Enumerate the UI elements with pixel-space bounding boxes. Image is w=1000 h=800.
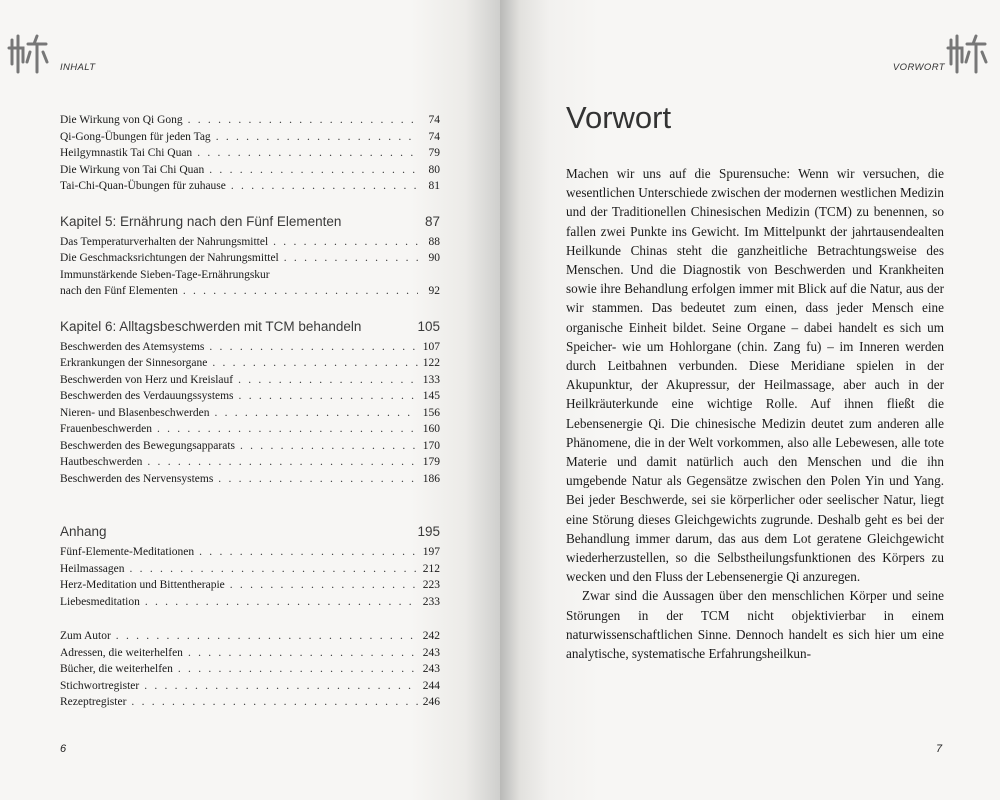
toc-entry-title: Heilmassagen (60, 562, 125, 575)
toc-entry-page: 242 (422, 630, 440, 642)
toc-entry[interactable] (60, 250, 440, 267)
leader-dots (212, 355, 418, 372)
leader-dots (239, 388, 418, 405)
toc-entry-page: 243 (422, 663, 440, 675)
toc-entry-title: Beschwerden von Herz und Kreislauf (60, 373, 234, 386)
toc-entry-title: Rezeptregister (60, 696, 127, 708)
toc-appendix (60, 523, 440, 610)
toc-entry[interactable] (60, 372, 440, 389)
toc-entry-page: 92 (428, 285, 440, 297)
toc-entry[interactable] (60, 339, 440, 356)
toc-entry-title: Frauenbeschwerden (60, 423, 152, 435)
toc-entry[interactable] (60, 405, 440, 422)
leader-dots (214, 405, 418, 422)
toc-entry[interactable] (60, 234, 440, 251)
table-of-contents (60, 112, 440, 711)
chapter-heading[interactable] (60, 213, 440, 231)
leader-dots (209, 339, 418, 356)
page-number: 7 (936, 743, 943, 755)
toc-entry-title: Erkrankungen der Sinnesorgane (60, 357, 208, 369)
chapter-page: 195 (417, 524, 440, 539)
toc-entry[interactable] (60, 178, 440, 195)
toc-entry-title: Fünf-Elemente-Meditationen (60, 546, 195, 558)
leader-dots (131, 694, 418, 711)
toc-entry-page: 80 (428, 163, 440, 176)
toc-entry-title: Nieren- und Blasenbeschwerden (60, 406, 210, 419)
leader-dots (116, 628, 418, 645)
chapter-page: 87 (424, 213, 440, 229)
leader-dots (188, 645, 418, 662)
toc-entry-page: 179 (422, 456, 440, 468)
leader-dots (218, 471, 418, 488)
toc-entry-page: 160 (422, 423, 440, 435)
toc-entry-title-line1[interactable]: Immunstärkende Sieben-Tage-Ernährungskur (60, 268, 270, 281)
leader-dots (216, 129, 418, 146)
leader-dots (145, 594, 418, 611)
toc-chapter-6 (60, 318, 440, 488)
toc-entry-page: 81 (428, 180, 440, 192)
leader-dots (178, 661, 418, 678)
chinese-seal-logo (945, 30, 989, 82)
toc-entry-page: 79 (428, 147, 440, 159)
toc-entry-title: Stichwortregister (60, 679, 140, 692)
leader-dots (230, 577, 418, 594)
toc-entry-title: Beschwerden des Atemsystems (60, 340, 205, 353)
toc-entry[interactable] (60, 471, 440, 488)
toc-entry-page: 186 (422, 472, 440, 485)
toc-entry-page: 156 (422, 406, 440, 419)
toc-entry[interactable] (60, 694, 440, 711)
toc-entry[interactable] (60, 355, 440, 372)
leader-dots (209, 162, 418, 179)
toc-entry-title: Hautbeschwerden (60, 456, 143, 468)
leader-dots (199, 544, 418, 561)
toc-entry-title: Zum Autor (60, 630, 111, 642)
toc-entry[interactable] (60, 438, 440, 455)
toc-entry-page: 233 (422, 595, 440, 608)
page-number: 6 (60, 743, 67, 755)
toc-entry-page: 74 (428, 114, 440, 126)
toc-entry-title: nach den Fünf Elementen (60, 285, 178, 297)
toc-entry[interactable] (60, 454, 440, 471)
toc-entry-title: Beschwerden des Verdauungssystems (60, 390, 234, 402)
toc-entry-page: 244 (422, 679, 440, 692)
toc-entry-title: Die Geschmacksrichtungen der Nahrungsmittel (60, 252, 279, 264)
running-head: VORWORT (892, 62, 945, 73)
running-head: INHALT (60, 62, 96, 73)
body-text (566, 164, 944, 663)
toc-entry-page: 246 (422, 696, 440, 708)
toc-entry-page: 88 (428, 235, 440, 248)
leader-dots (284, 250, 418, 267)
chapter-title: Kapitel 6: Alltagsbeschwerden mit TCM behandeln (60, 318, 362, 334)
leader-dots (130, 561, 418, 578)
chapter-heading[interactable] (60, 318, 440, 336)
toc-entry-title: Die Wirkung von Qi Gong (60, 114, 183, 126)
leader-dots (188, 112, 418, 129)
toc-entry-page: 107 (422, 340, 440, 353)
chapter-page: 105 (417, 318, 440, 334)
leader-dots (157, 421, 418, 438)
toc-entry-page: 145 (422, 390, 440, 402)
toc-entry[interactable] (60, 628, 440, 645)
toc-entry-title: Qi-Gong-Übungen für jeden Tag (60, 130, 211, 143)
toc-entry[interactable] (60, 129, 440, 146)
toc-back-matter (60, 628, 440, 711)
toc-block-continued (60, 112, 440, 195)
toc-entry-title: Bücher, die weiterhelfen (60, 663, 173, 675)
paragraph: Zwar sind die Aussagen über den menschlichen Körper und seine Störungen in der TCM nicht objektivierbar in einem naturwissenschaftlichen Sinne. Dennoch handelt es sich hier um eine analytische, systematische Erfahrungsheilkun- (566, 588, 944, 662)
chinese-seal-logo (6, 30, 50, 82)
toc-chapter-5 (60, 213, 440, 300)
toc-entry-page: 90 (428, 252, 440, 264)
toc-entry[interactable] (60, 421, 440, 438)
toc-entry[interactable] (60, 678, 440, 695)
toc-entry-page: 122 (422, 357, 440, 369)
toc-entry-page: 197 (422, 546, 440, 558)
toc-entry-title: Das Temperaturverhalten der Nahrungsmittel (60, 235, 269, 248)
toc-entry[interactable] (60, 162, 440, 179)
toc-entry[interactable] (60, 145, 440, 162)
toc-entry-title: Tai-Chi-Quan-Übungen für zuhause (60, 180, 226, 192)
toc-entry[interactable] (60, 283, 440, 300)
toc-entry-page: 170 (422, 439, 440, 452)
toc-entry-title: Liebesmeditation (60, 595, 140, 608)
toc-entry[interactable] (60, 645, 440, 662)
toc-entry-page: 74 (428, 130, 440, 143)
toc-entry-title: Beschwerden des Nervensystems (60, 472, 214, 485)
leader-dots (183, 283, 418, 300)
leader-dots (240, 438, 418, 455)
leader-dots (238, 372, 418, 389)
toc-entry-page: 212 (422, 562, 440, 575)
toc-entry[interactable] (60, 577, 440, 594)
chapter-heading[interactable] (60, 523, 440, 541)
toc-entry[interactable] (60, 561, 440, 578)
toc-entry[interactable] (60, 112, 440, 129)
toc-entry-title: Heilgymnastik Tai Chi Quan (60, 147, 193, 159)
toc-entry-title: Beschwerden des Bewegungsapparats (60, 439, 235, 452)
leader-dots (273, 234, 418, 251)
toc-entry-page: 133 (422, 373, 440, 386)
toc-entry[interactable] (60, 544, 440, 561)
leader-dots (147, 454, 418, 471)
paragraph: Machen wir uns auf die Spurensuche: Wenn wir versuchen, die wesentlichen Unterschiede zwischen der modernen westlichen Medizin und der Traditionellen Chinesischen Medizin (TCM) zu benennen, so fallen zwei Punkte ins Gewicht. Im Mittelpunkt der jahrtausendealten Heilkunde Chinas steht die ganzheitliche Betrachtungsweise des Menschen. Und die Diagnostik von Beschwerden und Krankheiten sowie ihre Behandlung erfolgen immer mit Blick auf die Natur, aus der wir stammen. Das bedeutet zum einen, dass jeder Mensch eine organische Einheit bildet. Seine Organe – dabei handelt es sich um Speicher- wie um Hohlorgane (chin. Zang fu) – im Inneren werden durch Leitbahnen verbunden. Diese Meridiane spielen in der Akupunktur, der Akupressur, der Heilmassage, aber auch in der Heilkräuterkunde eine wichtige Rolle. Auf ihnen fließt die Lebensenergie Qi. Die chinesische Medizin deutet zum anderen alle Phänomene, die in der Welt vorkommen, also alle Lebewesen, alle tote Materie und damit natürlich auch den Menschen und die ihn umgebende Natur als Gegensätze zwischen den Polen Yin und Yang. Bei jeder Beschwerde, sei sie körperlicher oder seelischer Natur, liegt eine Störung dieses Gleichgewichts zugrunde. Deshalb geht es bei der Behandlung immer darum, das aus dem Lot geratene Gleichgewicht wiederherzustellen, so die Selbstheilungsfunktionen des Körpers zu wecken und den Fluss der Lebensenergie Qi anzuregen. (566, 166, 944, 585)
leader-dots (197, 145, 418, 162)
chapter-title: Kapitel 5: Ernährung nach den Fünf Elementen (60, 213, 342, 229)
toc-entry-title: Adressen, die weiterhelfen (60, 646, 183, 659)
toc-entry-title: Die Wirkung von Tai Chi Quan (60, 163, 205, 176)
toc-entry[interactable] (60, 594, 440, 611)
chapter-title: Anhang (60, 524, 107, 539)
toc-entry-page: 223 (422, 579, 440, 591)
toc-entry[interactable] (60, 661, 440, 678)
toc-entry-title: Herz-Meditation und Bittentherapie (60, 579, 225, 591)
toc-entry-page: 243 (422, 646, 440, 659)
toc-entry[interactable] (60, 388, 440, 405)
leader-dots (231, 178, 418, 195)
section-title: Vorwort (566, 100, 672, 135)
leader-dots (144, 678, 418, 695)
